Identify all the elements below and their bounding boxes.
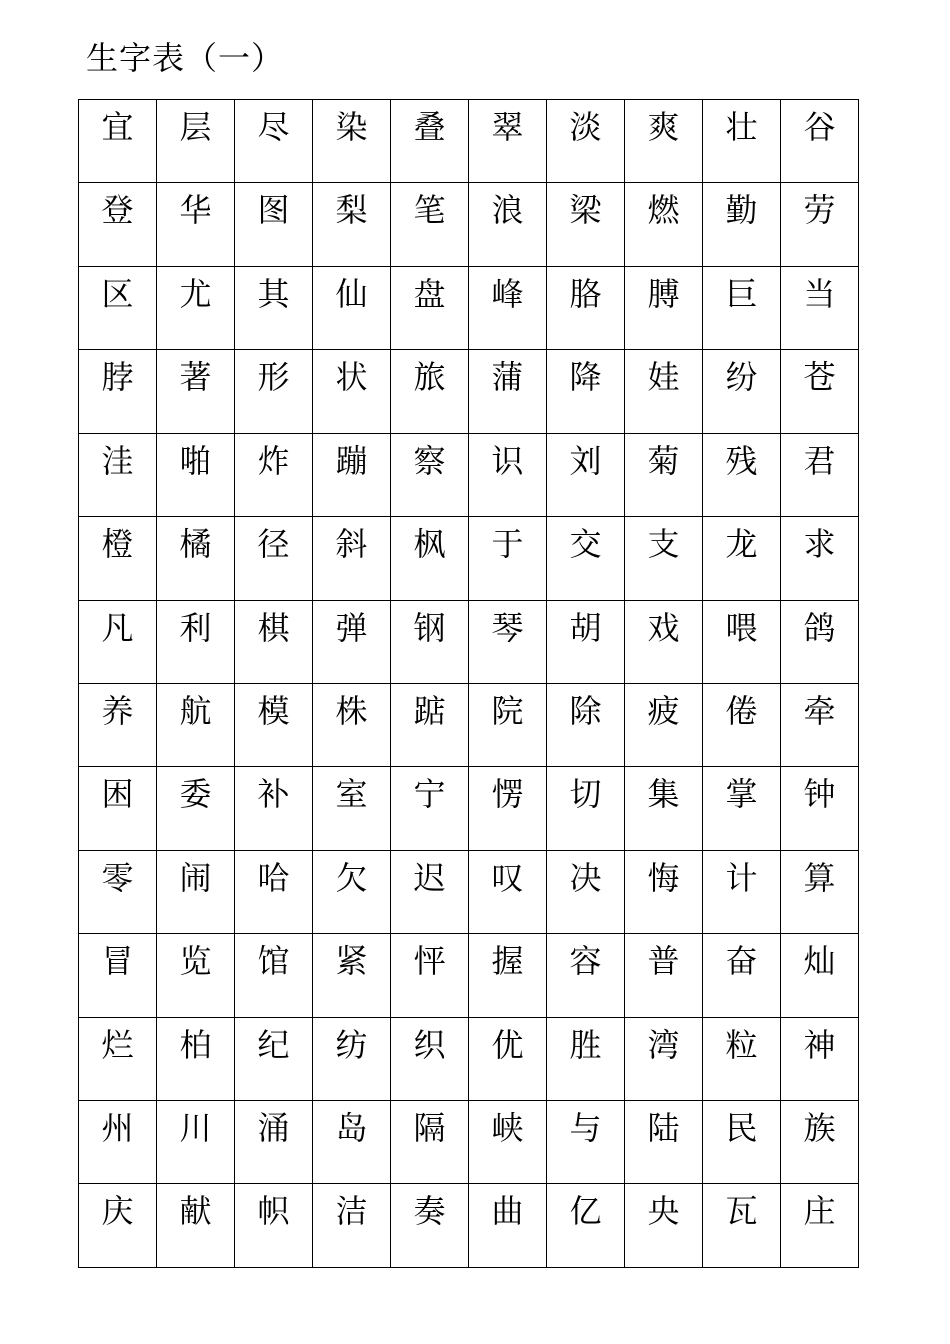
character-cell: [157, 183, 235, 266]
character-text: 川: [179, 1109, 212, 1148]
character-cell: [313, 850, 391, 933]
character-text: 岛: [335, 1109, 368, 1148]
character-cell: [703, 266, 781, 349]
character-text: 庄: [803, 1192, 836, 1231]
character-cell: [79, 683, 157, 766]
character-cell: [79, 183, 157, 266]
character-text: 洼: [101, 441, 134, 480]
character-text: 燃: [647, 191, 680, 230]
character-text: 宜: [101, 108, 134, 146]
character-text: 胜: [569, 1025, 602, 1064]
character-cell: [157, 683, 235, 766]
character-cell: [547, 100, 625, 183]
character-cell: [157, 767, 235, 850]
character-text: 梁: [569, 191, 602, 230]
character-text: 察: [413, 441, 446, 480]
character-cell: [547, 600, 625, 683]
character-text: 烂: [101, 1025, 134, 1064]
character-text: 梨: [335, 191, 368, 230]
character-cell: [469, 350, 547, 433]
character-text: 区: [101, 274, 134, 313]
character-text: 降: [569, 358, 602, 397]
character-text: 怦: [413, 942, 446, 981]
character-text: 当: [803, 274, 836, 313]
character-text: 困: [101, 775, 134, 814]
character-cell: [235, 517, 313, 600]
character-cell: [157, 934, 235, 1017]
character-cell: [547, 183, 625, 266]
character-cell: [313, 433, 391, 516]
character-cell: [469, 100, 547, 183]
character-cell: [313, 1184, 391, 1268]
character-text: 柏: [179, 1025, 212, 1064]
character-cell: [703, 100, 781, 183]
character-text: 闹: [179, 858, 212, 897]
character-text: 模: [257, 691, 290, 730]
character-text: 献: [179, 1192, 212, 1231]
character-cell: [235, 683, 313, 766]
character-text: 粒: [725, 1025, 758, 1064]
character-text: 枫: [413, 525, 446, 564]
character-text: 零: [101, 858, 134, 897]
table-row: [79, 934, 859, 1017]
character-text: 隔: [413, 1109, 446, 1148]
character-cell: [781, 350, 859, 433]
character-cell: [625, 266, 703, 349]
character-cell: [157, 600, 235, 683]
character-text: 蹦: [335, 441, 368, 480]
character-text: 刘: [569, 441, 602, 480]
character-cell: [157, 350, 235, 433]
character-cell: [781, 1017, 859, 1100]
character-cell: [391, 266, 469, 349]
character-text: 院: [491, 691, 524, 730]
character-text: 神: [803, 1025, 836, 1064]
character-cell: [157, 850, 235, 933]
character-text: 笔: [413, 191, 446, 230]
character-text: 凡: [101, 608, 134, 647]
character-text: 纪: [257, 1025, 290, 1064]
character-cell: [235, 934, 313, 1017]
character-cell: [781, 266, 859, 349]
character-cell: [79, 934, 157, 1017]
character-cell: [391, 350, 469, 433]
character-cell: [391, 683, 469, 766]
character-cell: [235, 266, 313, 349]
character-text: 膊: [647, 274, 680, 313]
character-cell: [781, 600, 859, 683]
table-row: [79, 1101, 859, 1184]
character-cell: [469, 1017, 547, 1100]
character-text: 龙: [725, 525, 758, 564]
character-text: 钢: [413, 608, 446, 647]
character-cell: [625, 183, 703, 266]
character-cell: [625, 767, 703, 850]
character-text: 愣: [491, 775, 524, 814]
character-cell: [391, 934, 469, 1017]
character-text: 计: [725, 858, 758, 897]
character-text: 勤: [725, 191, 758, 230]
character-cell: [469, 683, 547, 766]
character-cell: [235, 767, 313, 850]
character-text: 与: [569, 1109, 602, 1148]
character-cell: [391, 433, 469, 516]
character-text: 峰: [491, 274, 524, 313]
character-cell: [79, 433, 157, 516]
character-text: 陆: [647, 1109, 680, 1148]
character-cell: [313, 266, 391, 349]
character-text: 览: [179, 942, 212, 981]
character-text: 峡: [491, 1109, 524, 1148]
character-cell: [157, 517, 235, 600]
character-text: 橘: [179, 525, 212, 564]
character-text: 鸽: [803, 608, 836, 647]
character-cell: [625, 850, 703, 933]
character-cell: [79, 517, 157, 600]
character-text: 航: [179, 691, 212, 730]
character-cell: [469, 517, 547, 600]
character-cell: [781, 1101, 859, 1184]
character-cell: [79, 1101, 157, 1184]
character-cell: [547, 1017, 625, 1100]
character-text: 哈: [257, 858, 290, 897]
character-cell: [781, 433, 859, 516]
character-text: 室: [335, 775, 368, 814]
character-cell: [391, 1184, 469, 1268]
character-cell: [547, 433, 625, 516]
table-row: [79, 1017, 859, 1100]
character-cell: [469, 183, 547, 266]
table-row: [79, 600, 859, 683]
character-cell: [703, 1184, 781, 1268]
character-cell: [703, 517, 781, 600]
character-cell: [391, 183, 469, 266]
character-text: 菊: [647, 441, 680, 480]
character-cell: [703, 350, 781, 433]
character-text: 登: [101, 191, 134, 230]
character-cell: [469, 433, 547, 516]
character-text: 形: [257, 358, 290, 397]
character-cell: [79, 350, 157, 433]
character-cell: [391, 1017, 469, 1100]
character-text: 棋: [257, 608, 290, 647]
character-text: 娃: [647, 358, 680, 397]
character-text: 残: [725, 441, 758, 480]
character-cell: [313, 1101, 391, 1184]
character-text: 倦: [725, 691, 758, 730]
character-text: 旅: [413, 358, 446, 397]
character-cell: [391, 850, 469, 933]
character-cell: [235, 350, 313, 433]
character-text: 湾: [647, 1025, 680, 1064]
character-cell: [703, 600, 781, 683]
character-cell: [469, 1101, 547, 1184]
character-text: 交: [569, 525, 602, 564]
character-cell: [703, 1017, 781, 1100]
character-text: 识: [491, 441, 524, 480]
character-cell: [547, 1184, 625, 1268]
character-cell: [781, 1184, 859, 1268]
character-cell: [781, 934, 859, 1017]
character-cell: [547, 850, 625, 933]
character-text: 织: [413, 1025, 446, 1064]
character-cell: [781, 683, 859, 766]
character-cell: [79, 1184, 157, 1268]
character-text: 胳: [569, 274, 602, 313]
character-text: 著: [179, 358, 212, 397]
character-cell: [157, 1184, 235, 1268]
table-row: [79, 433, 859, 516]
character-text: 补: [257, 775, 290, 814]
character-text: 苍: [803, 358, 836, 397]
table-row: [79, 183, 859, 266]
character-text: 疲: [647, 691, 680, 730]
character-text: 钟: [803, 775, 836, 814]
character-text: 涌: [257, 1109, 290, 1148]
character-cell: [79, 850, 157, 933]
character-cell: [703, 767, 781, 850]
character-text: 炸: [257, 441, 290, 480]
character-cell: [313, 183, 391, 266]
character-cell: [391, 767, 469, 850]
character-cell: [235, 1017, 313, 1100]
character-cell: [625, 1101, 703, 1184]
character-cell: [313, 517, 391, 600]
character-cell: [157, 1101, 235, 1184]
character-text: 掌: [725, 775, 758, 814]
character-cell: [469, 934, 547, 1017]
character-text: 帜: [257, 1192, 290, 1231]
character-cell: [469, 600, 547, 683]
character-cell: [313, 767, 391, 850]
character-text: 壮: [725, 108, 758, 146]
character-cell: [781, 183, 859, 266]
character-text: 叠: [413, 108, 446, 146]
character-cell: [781, 100, 859, 183]
character-cell: [79, 266, 157, 349]
character-cell: [313, 600, 391, 683]
character-text: 啪: [179, 441, 212, 480]
character-text: 曲: [491, 1192, 524, 1231]
character-cell: [547, 683, 625, 766]
character-cell: [79, 100, 157, 183]
character-cell: [235, 1101, 313, 1184]
character-cell: [625, 1017, 703, 1100]
character-cell: [469, 850, 547, 933]
character-cell: [79, 767, 157, 850]
table-row: [79, 850, 859, 933]
character-cell: [625, 600, 703, 683]
character-text: 喂: [725, 608, 758, 647]
character-cell: [469, 266, 547, 349]
character-cell: [235, 1184, 313, 1268]
character-cell: [313, 1017, 391, 1100]
table-row: [79, 100, 859, 183]
character-cell: [391, 1101, 469, 1184]
character-text: 浪: [491, 191, 524, 230]
character-cell: [469, 767, 547, 850]
table-row: [79, 350, 859, 433]
character-text: 容: [569, 942, 602, 981]
character-text: 纺: [335, 1025, 368, 1064]
character-text: 牵: [803, 691, 836, 730]
character-text: 除: [569, 691, 602, 730]
character-cell: [313, 683, 391, 766]
character-cell: [703, 683, 781, 766]
character-text: 州: [101, 1109, 134, 1148]
character-cell: [625, 350, 703, 433]
character-text: 求: [803, 525, 836, 564]
character-text: 算: [803, 858, 836, 897]
character-text: 洁: [335, 1192, 368, 1231]
character-text: 层: [179, 108, 212, 146]
character-cell: [391, 100, 469, 183]
character-text: 委: [179, 775, 212, 814]
character-cell: [625, 934, 703, 1017]
character-cell: [235, 183, 313, 266]
character-text: 弹: [335, 608, 368, 647]
character-text: 戏: [647, 608, 680, 647]
character-text: 仙: [335, 274, 368, 313]
character-text: 株: [335, 691, 368, 730]
character-cell: [781, 767, 859, 850]
character-cell: [781, 517, 859, 600]
character-cell: [547, 1101, 625, 1184]
character-cell: [703, 433, 781, 516]
character-cell: [625, 1184, 703, 1268]
character-text: 欠: [335, 858, 368, 897]
character-cell: [547, 350, 625, 433]
character-cell: [469, 1184, 547, 1268]
character-text: 优: [491, 1025, 524, 1064]
character-text: 族: [803, 1109, 836, 1148]
character-text: 宁: [413, 775, 446, 814]
character-text: 爽: [647, 108, 680, 146]
character-cell: [235, 100, 313, 183]
character-text: 劳: [803, 191, 836, 230]
table-row: [79, 517, 859, 600]
character-text: 染: [335, 108, 368, 146]
character-text: 养: [101, 691, 134, 730]
character-cell: [625, 683, 703, 766]
character-text: 瓦: [725, 1192, 758, 1231]
table-row: [79, 266, 859, 349]
character-cell: [703, 1101, 781, 1184]
character-text: 握: [491, 942, 524, 981]
character-cell: [313, 350, 391, 433]
character-text: 奏: [413, 1192, 446, 1231]
character-text: 状: [335, 358, 368, 397]
character-cell: [547, 266, 625, 349]
character-text: 馆: [257, 942, 290, 981]
character-text: 奋: [725, 942, 758, 981]
character-cell: [781, 850, 859, 933]
character-cell: [703, 183, 781, 266]
character-text: 斜: [335, 525, 368, 564]
character-cell: [625, 433, 703, 516]
character-cell: [547, 767, 625, 850]
character-cell: [79, 1017, 157, 1100]
character-cell: [157, 266, 235, 349]
character-cell: [157, 1017, 235, 1100]
character-text: 紧: [335, 942, 368, 981]
character-cell: [391, 517, 469, 600]
character-text: 琴: [491, 608, 524, 647]
character-cell: [625, 517, 703, 600]
character-text: 冒: [101, 942, 134, 981]
character-cell: [547, 517, 625, 600]
character-text: 集: [647, 775, 680, 814]
character-cell: [79, 600, 157, 683]
character-table: [78, 99, 859, 1268]
character-text: 脖: [101, 358, 134, 397]
character-text: 盘: [413, 274, 446, 313]
character-cell: [235, 433, 313, 516]
character-text: 谷: [803, 108, 836, 146]
character-text: 迟: [413, 858, 446, 897]
character-text: 踮: [413, 691, 446, 730]
table-row: [79, 683, 859, 766]
character-cell: [313, 100, 391, 183]
character-cell: [235, 850, 313, 933]
character-cell: [625, 100, 703, 183]
character-text: 民: [725, 1109, 758, 1148]
character-text: 普: [647, 942, 680, 981]
table-row: [79, 1184, 859, 1268]
page-title: 生字表（一）: [86, 39, 285, 77]
character-cell: [703, 850, 781, 933]
character-text: 庆: [101, 1192, 134, 1231]
character-text: 君: [803, 441, 836, 480]
character-cell: [391, 600, 469, 683]
character-text: 其: [257, 274, 290, 313]
character-text: 图: [257, 191, 290, 230]
character-text: 巨: [725, 274, 758, 313]
character-text: 利: [179, 608, 212, 647]
character-text: 纷: [725, 358, 758, 397]
character-text: 叹: [491, 858, 524, 897]
character-cell: [313, 934, 391, 1017]
character-text: 翠: [491, 108, 524, 146]
character-text: 蒲: [491, 358, 524, 397]
table-row: [79, 767, 859, 850]
character-text: 胡: [569, 608, 602, 647]
character-cell: [157, 433, 235, 516]
character-text: 亿: [569, 1192, 602, 1231]
character-text: 尤: [179, 274, 212, 313]
character-text: 支: [647, 525, 680, 564]
character-cell: [703, 934, 781, 1017]
character-cell: [157, 100, 235, 183]
character-text: 央: [647, 1192, 680, 1231]
character-text: 于: [491, 525, 524, 564]
character-table-body: [79, 100, 859, 1268]
character-text: 尽: [257, 108, 290, 146]
character-text: 橙: [101, 525, 134, 564]
character-cell: [547, 934, 625, 1017]
character-text: 淡: [569, 108, 602, 146]
character-text: 决: [569, 858, 602, 897]
character-text: 切: [569, 775, 602, 814]
character-text: 华: [179, 191, 212, 230]
character-cell: [235, 600, 313, 683]
character-text: 悔: [647, 858, 680, 897]
character-text: 灿: [803, 942, 836, 981]
character-text: 径: [257, 525, 290, 564]
